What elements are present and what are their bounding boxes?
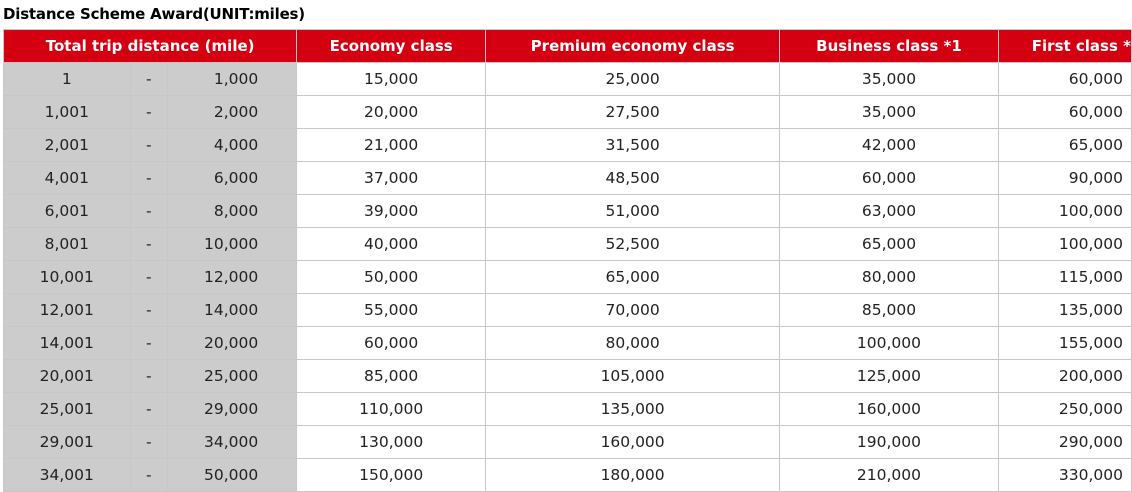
economy-cell: 37,000: [297, 162, 486, 195]
distance-to-cell: 34,000: [167, 426, 296, 459]
table-row: [4, 261, 1132, 294]
table-row: [4, 228, 1132, 261]
premium-economy-cell: 70,000: [486, 294, 780, 327]
economy-cell: 40,000: [297, 228, 486, 261]
distance-from-cell: 1,001: [4, 96, 131, 129]
economy-cell: 130,000: [297, 426, 486, 459]
distance-separator-cell: -: [130, 393, 167, 426]
distance-separator-cell: -: [130, 96, 167, 129]
award-table: [3, 29, 1132, 492]
distance-to-cell: 4,000: [167, 129, 296, 162]
distance-from-cell: 12,001: [4, 294, 131, 327]
first-cell: 200,000: [998, 360, 1131, 393]
premium-economy-cell: 135,000: [486, 393, 780, 426]
distance-separator-cell: -: [130, 426, 167, 459]
table-row: [4, 294, 1132, 327]
table-row: [4, 96, 1132, 129]
table-row: [4, 426, 1132, 459]
business-cell: 85,000: [780, 294, 999, 327]
header-premium-economy: Premium economy class: [486, 30, 780, 63]
table-row: [4, 459, 1132, 492]
table-row: [4, 63, 1132, 96]
distance-to-cell: 6,000: [167, 162, 296, 195]
economy-cell: 20,000: [297, 96, 486, 129]
business-cell: 35,000: [780, 63, 999, 96]
distance-from-cell: 2,001: [4, 129, 131, 162]
first-cell: 60,000: [998, 63, 1131, 96]
premium-economy-cell: 52,500: [486, 228, 780, 261]
header-distance: Total trip distance (mile): [4, 30, 297, 63]
distance-separator-cell: -: [130, 327, 167, 360]
table-row: [4, 129, 1132, 162]
business-cell: 125,000: [780, 360, 999, 393]
distance-to-cell: 1,000: [167, 63, 296, 96]
business-cell: 35,000: [780, 96, 999, 129]
first-cell: 330,000: [998, 459, 1131, 492]
premium-economy-cell: 160,000: [486, 426, 780, 459]
business-cell: 210,000: [780, 459, 999, 492]
distance-from-cell: 10,001: [4, 261, 131, 294]
economy-cell: 21,000: [297, 129, 486, 162]
premium-economy-cell: 80,000: [486, 327, 780, 360]
first-cell: 115,000: [998, 261, 1131, 294]
distance-to-cell: 50,000: [167, 459, 296, 492]
table-row: [4, 393, 1132, 426]
distance-separator-cell: -: [130, 63, 167, 96]
header-row: [4, 30, 1132, 63]
table-row: [4, 195, 1132, 228]
premium-economy-cell: 31,500: [486, 129, 780, 162]
business-cell: 42,000: [780, 129, 999, 162]
business-cell: 100,000: [780, 327, 999, 360]
first-cell: 60,000: [998, 96, 1131, 129]
premium-economy-cell: 25,000: [486, 63, 780, 96]
economy-cell: 60,000: [297, 327, 486, 360]
distance-separator-cell: -: [130, 459, 167, 492]
distance-from-cell: 29,001: [4, 426, 131, 459]
first-cell: 135,000: [998, 294, 1131, 327]
distance-to-cell: 10,000: [167, 228, 296, 261]
economy-cell: 55,000: [297, 294, 486, 327]
distance-from-cell: 14,001: [4, 327, 131, 360]
business-cell: 190,000: [780, 426, 999, 459]
first-cell: 100,000: [998, 228, 1131, 261]
premium-economy-cell: 180,000: [486, 459, 780, 492]
first-cell: 100,000: [998, 195, 1131, 228]
first-cell: 155,000: [998, 327, 1131, 360]
premium-economy-cell: 27,500: [486, 96, 780, 129]
distance-separator-cell: -: [130, 261, 167, 294]
distance-to-cell: 25,000: [167, 360, 296, 393]
economy-cell: 85,000: [297, 360, 486, 393]
distance-from-cell: 25,001: [4, 393, 131, 426]
distance-to-cell: 2,000: [167, 96, 296, 129]
premium-economy-cell: 105,000: [486, 360, 780, 393]
distance-from-cell: 6,001: [4, 195, 131, 228]
header-first: First class *: [998, 30, 1131, 63]
distance-separator-cell: -: [130, 162, 167, 195]
first-cell: 90,000: [998, 162, 1131, 195]
header-economy: Economy class: [297, 30, 486, 63]
premium-economy-cell: 48,500: [486, 162, 780, 195]
distance-to-cell: 14,000: [167, 294, 296, 327]
economy-cell: 39,000: [297, 195, 486, 228]
distance-separator-cell: -: [130, 294, 167, 327]
distance-to-cell: 12,000: [167, 261, 296, 294]
page-title: Distance Scheme Award(UNIT:miles): [3, 5, 305, 23]
economy-cell: 110,000: [297, 393, 486, 426]
business-cell: 63,000: [780, 195, 999, 228]
table-row: [4, 162, 1132, 195]
distance-from-cell: 8,001: [4, 228, 131, 261]
header-business: Business class *1: [780, 30, 999, 63]
business-cell: 65,000: [780, 228, 999, 261]
first-cell: 250,000: [998, 393, 1131, 426]
premium-economy-cell: 65,000: [486, 261, 780, 294]
economy-cell: 50,000: [297, 261, 486, 294]
first-cell: 290,000: [998, 426, 1131, 459]
table-row: [4, 327, 1132, 360]
distance-from-cell: 1: [4, 63, 131, 96]
distance-separator-cell: -: [130, 195, 167, 228]
economy-cell: 15,000: [297, 63, 486, 96]
distance-from-cell: 20,001: [4, 360, 131, 393]
business-cell: 80,000: [780, 261, 999, 294]
distance-to-cell: 29,000: [167, 393, 296, 426]
economy-cell: 150,000: [297, 459, 486, 492]
business-cell: 160,000: [780, 393, 999, 426]
business-cell: 60,000: [780, 162, 999, 195]
first-cell: 65,000: [998, 129, 1131, 162]
distance-to-cell: 8,000: [167, 195, 296, 228]
distance-separator-cell: -: [130, 129, 167, 162]
distance-separator-cell: -: [130, 360, 167, 393]
distance-to-cell: 20,000: [167, 327, 296, 360]
table-body: [4, 63, 1132, 492]
distance-separator-cell: -: [130, 228, 167, 261]
distance-from-cell: 34,001: [4, 459, 131, 492]
table-row: [4, 360, 1132, 393]
distance-from-cell: 4,001: [4, 162, 131, 195]
premium-economy-cell: 51,000: [486, 195, 780, 228]
